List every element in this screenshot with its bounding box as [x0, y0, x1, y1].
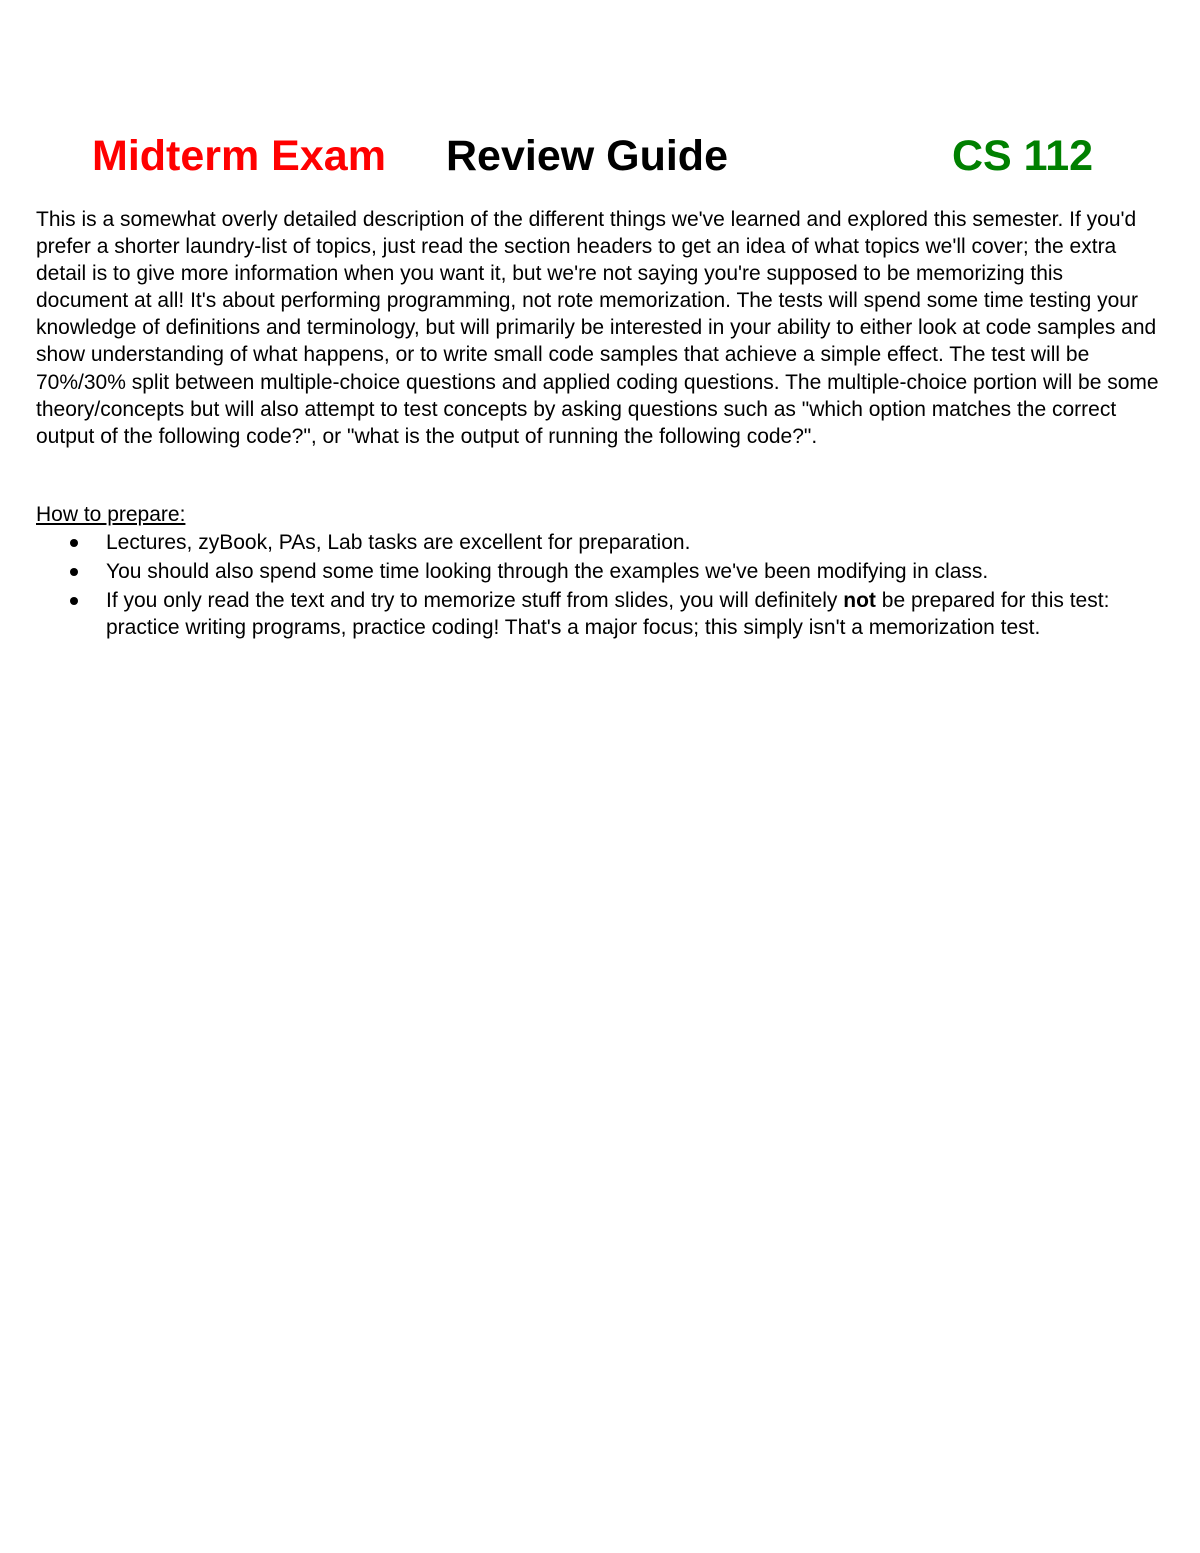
document-title	[0, 126, 1200, 186]
prep-heading: How to prepare:	[36, 503, 186, 526]
bullet-icon	[70, 539, 78, 547]
title-review-guide: Review Guide	[446, 132, 728, 180]
title-course-code: CS 112	[952, 132, 1094, 180]
list-item-text: You should also spend some time looking through the examples we've been modifying in class.	[106, 560, 989, 583]
bullet-icon	[70, 568, 78, 576]
list-item	[36, 587, 1160, 641]
list-item-text-after: be prepared for this test: practice writing programs, practice coding! That's a major focus; this simply isn't a memorization test.	[106, 589, 1110, 639]
intro-paragraph: This is a somewhat overly detailed description of the different things we've learned and explored this semester. If you'd prefer a shorter laundry-list of topics, just read the section headers to get an idea of what topics we'll cover; the extra detail is to give more information when you want it, but we're not saying you're supposed to be memorizing this document at all! It's about performing programming, not rote memorization. The tests will spend some time testing your knowledge of definitions and terminology, but will primarily be interested in your ability to either look at code samples and show understanding of what happens, or to write small code samples that achieve a simple effect. The test will be 70%/30% split between multiple-choice questions and applied coding questions. The multiple-choice portion will be some theory/concepts but will also attempt to test concepts by asking questions such as "which option matches the correct output of the following code?", or "what is the output of running the following code?".	[36, 208, 1159, 448]
list-item-emphasis: not	[843, 589, 876, 612]
bullet-icon	[70, 597, 78, 605]
list-item	[36, 558, 1160, 585]
list-item-text-before: If you only read the text and try to memorize stuff from slides, you will definitely	[106, 589, 844, 612]
list-item	[36, 529, 1160, 556]
prep-list	[36, 529, 1160, 643]
title-midterm-exam: Midterm Exam	[92, 132, 386, 180]
list-item-text: Lectures, zyBook, PAs, Lab tasks are excellent for preparation.	[106, 531, 691, 554]
